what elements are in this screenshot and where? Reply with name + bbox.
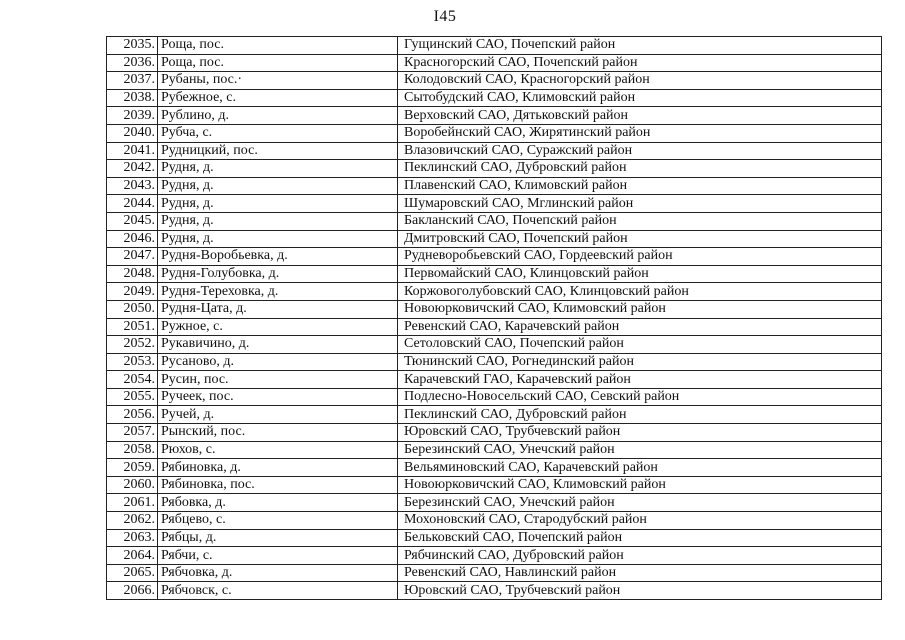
settlement-name-cell: Рублино, д.: [158, 107, 398, 125]
administration-district-cell: Тюнинский САО, Рогнединский район: [398, 353, 882, 371]
entry-number-cell: 2042.: [107, 160, 158, 178]
entry-number-cell: 2066.: [107, 582, 158, 600]
entry-number-cell: 2036.: [107, 54, 158, 72]
entry-number-cell: 2061.: [107, 494, 158, 512]
administration-district-cell: Бакланский САО, Почепский район: [398, 212, 882, 230]
table-row: [107, 300, 882, 318]
entry-number-cell: 2063.: [107, 529, 158, 547]
table-row: [107, 388, 882, 406]
administration-district-cell: Пеклинский САО, Дубровский район: [398, 406, 882, 424]
entry-number-cell: 2043.: [107, 177, 158, 195]
entry-number-cell: 2054.: [107, 371, 158, 389]
administration-district-cell: Влазовичский САО, Суражский район: [398, 142, 882, 160]
settlement-name-cell: Рудницкий, пос.: [158, 142, 398, 160]
entry-number-cell: 2038.: [107, 89, 158, 107]
table-row: [107, 424, 882, 442]
table-row: [107, 564, 882, 582]
table-row: [107, 459, 882, 477]
settlement-name-cell: Рябиновка, пос.: [158, 476, 398, 494]
entry-number-cell: 2049.: [107, 283, 158, 301]
administration-district-cell: Новоюрковичский САО, Климовский район: [398, 476, 882, 494]
settlements-table-body: [107, 37, 882, 600]
settlement-name-cell: Рябовка, д.: [158, 494, 398, 512]
table-row: [107, 318, 882, 336]
settlement-name-cell: Ручеек, пос.: [158, 388, 398, 406]
settlement-name-cell: Рудня, д.: [158, 177, 398, 195]
settlement-name-cell: Ручей, д.: [158, 406, 398, 424]
entry-number-cell: 2041.: [107, 142, 158, 160]
administration-district-cell: Подлесно-Новосельский САО, Севский район: [398, 388, 882, 406]
entry-number-cell: 2050.: [107, 300, 158, 318]
entry-number-cell: 2047.: [107, 248, 158, 266]
administration-district-cell: Дмитровский САО, Почепский район: [398, 230, 882, 248]
administration-district-cell: Колодовский САО, Красногорский район: [398, 72, 882, 90]
table-row: [107, 248, 882, 266]
entry-number-cell: 2035.: [107, 37, 158, 55]
table-row: [107, 265, 882, 283]
entry-number-cell: 2059.: [107, 459, 158, 477]
table-row: [107, 441, 882, 459]
table-row: [107, 37, 882, 55]
entry-number-cell: 2039.: [107, 107, 158, 125]
settlement-name-cell: Рубежное, с.: [158, 89, 398, 107]
settlement-name-cell: Рудня, д.: [158, 195, 398, 213]
table-row: [107, 582, 882, 600]
administration-district-cell: Верховский САО, Дятьковский район: [398, 107, 882, 125]
table-row: [107, 107, 882, 125]
table-row: [107, 212, 882, 230]
settlement-name-cell: Рудня-Воробьевка, д.: [158, 248, 398, 266]
entry-number-cell: 2053.: [107, 353, 158, 371]
entry-number-cell: 2052.: [107, 336, 158, 354]
settlement-name-cell: Рябиновка, д.: [158, 459, 398, 477]
entry-number-cell: 2045.: [107, 212, 158, 230]
administration-district-cell: Плавенский САО, Климовский район: [398, 177, 882, 195]
administration-district-cell: Березинский САО, Унечский район: [398, 441, 882, 459]
settlement-name-cell: Рубаны, пос.·: [158, 72, 398, 90]
entry-number-cell: 2057.: [107, 424, 158, 442]
settlement-name-cell: Роща, пос.: [158, 54, 398, 72]
entry-number-cell: 2044.: [107, 195, 158, 213]
entry-number-cell: 2064.: [107, 547, 158, 565]
table-row: [107, 230, 882, 248]
administration-district-cell: Юровский САО, Трубчевский район: [398, 424, 882, 442]
table-row: [107, 406, 882, 424]
administration-district-cell: Шумаровский САО, Мглинский район: [398, 195, 882, 213]
settlements-table: [106, 36, 882, 600]
settlement-name-cell: Рудня-Тереховка, д.: [158, 283, 398, 301]
table-row: [107, 512, 882, 530]
table-row: [107, 529, 882, 547]
settlement-name-cell: Рудня-Голубовка, д.: [158, 265, 398, 283]
entry-number-cell: 2037.: [107, 72, 158, 90]
table-row: [107, 142, 882, 160]
table-row: [107, 177, 882, 195]
settlement-name-cell: Русаново, д.: [158, 353, 398, 371]
entry-number-cell: 2056.: [107, 406, 158, 424]
administration-district-cell: Ревенский САО, Карачевский район: [398, 318, 882, 336]
settlement-name-cell: Русин, пос.: [158, 371, 398, 389]
settlement-name-cell: Рябчи, с.: [158, 547, 398, 565]
page-number: I45: [433, 8, 457, 25]
settlement-name-cell: Рубча, с.: [158, 124, 398, 142]
administration-district-cell: Ревенский САО, Навлинский район: [398, 564, 882, 582]
settlement-name-cell: Рудня, д.: [158, 230, 398, 248]
settlement-name-cell: Рюхов, с.: [158, 441, 398, 459]
settlement-name-cell: Рябчовск, с.: [158, 582, 398, 600]
settlement-name-cell: Роща, пос.: [158, 37, 398, 55]
administration-district-cell: Мохоновский САО, Стародубский район: [398, 512, 882, 530]
administration-district-cell: Березинский САО, Унечский район: [398, 494, 882, 512]
administration-district-cell: Рябчинский САО, Дубровский район: [398, 547, 882, 565]
settlement-name-cell: Рынский, пос.: [158, 424, 398, 442]
administration-district-cell: Карачевский ГАО, Карачевский район: [398, 371, 882, 389]
settlement-name-cell: Рябцы, д.: [158, 529, 398, 547]
administration-district-cell: Рудневоробьевский САО, Гордеевский район: [398, 248, 882, 266]
administration-district-cell: Пеклинский САО, Дубровский район: [398, 160, 882, 178]
entry-number-cell: 2060.: [107, 476, 158, 494]
table-row: [107, 336, 882, 354]
entry-number-cell: 2046.: [107, 230, 158, 248]
table-row: [107, 54, 882, 72]
administration-district-cell: Красногорский САО, Почепский район: [398, 54, 882, 72]
administration-district-cell: Бельковский САО, Почепский район: [398, 529, 882, 547]
entry-number-cell: 2051.: [107, 318, 158, 336]
table-row: [107, 353, 882, 371]
settlement-name-cell: Рябчовка, д.: [158, 564, 398, 582]
table-row: [107, 494, 882, 512]
administration-district-cell: Вельяминовский САО, Карачевский район: [398, 459, 882, 477]
settlement-name-cell: Ружное, с.: [158, 318, 398, 336]
settlement-name-cell: Рудня-Цата, д.: [158, 300, 398, 318]
table-row: [107, 89, 882, 107]
settlement-name-cell: Рудня, д.: [158, 212, 398, 230]
settlement-name-cell: Рябцево, с.: [158, 512, 398, 530]
settlement-name-cell: Рудня, д.: [158, 160, 398, 178]
table-row: [107, 371, 882, 389]
entry-number-cell: 2040.: [107, 124, 158, 142]
settlement-name-cell: Рукавичино, д.: [158, 336, 398, 354]
table-row: [107, 160, 882, 178]
administration-district-cell: Воробейнский САО, Жирятинский район: [398, 124, 882, 142]
administration-district-cell: Сытобудский САО, Климовский район: [398, 89, 882, 107]
entry-number-cell: 2062.: [107, 512, 158, 530]
table-row: [107, 283, 882, 301]
administration-district-cell: Первомайский САО, Клинцовский район: [398, 265, 882, 283]
administration-district-cell: Гущинский САО, Почепский район: [398, 37, 882, 55]
entry-number-cell: 2065.: [107, 564, 158, 582]
administration-district-cell: Сетоловский САО, Почепский район: [398, 336, 882, 354]
table-row: [107, 72, 882, 90]
entry-number-cell: 2055.: [107, 388, 158, 406]
table-row: [107, 476, 882, 494]
entry-number-cell: 2058.: [107, 441, 158, 459]
administration-district-cell: Юровский САО, Трубчевский район: [398, 582, 882, 600]
administration-district-cell: Коржовоголубовский САО, Клинцовский район: [398, 283, 882, 301]
table-row: [107, 547, 882, 565]
administration-district-cell: Новоюрковичский САО, Климовский район: [398, 300, 882, 318]
entry-number-cell: 2048.: [107, 265, 158, 283]
table-row: [107, 124, 882, 142]
table-row: [107, 195, 882, 213]
